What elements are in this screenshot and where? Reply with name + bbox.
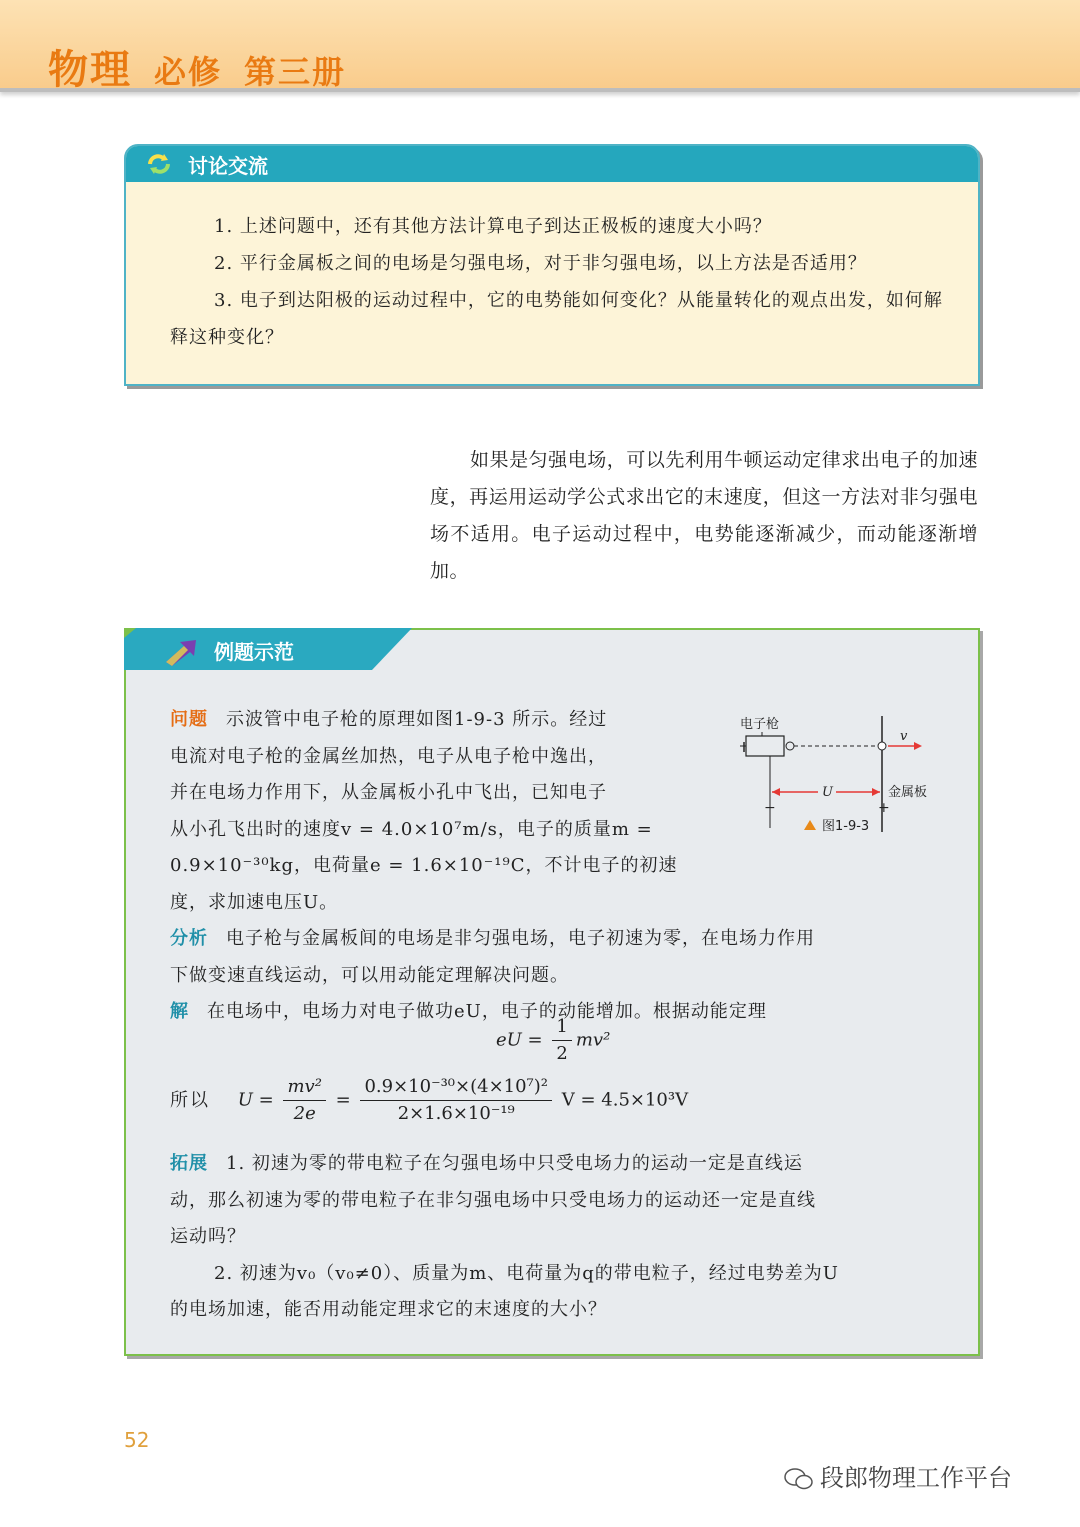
eq2-prefix: 所以	[170, 1089, 210, 1111]
fig-voltage-arrow-right	[872, 788, 880, 796]
wechat-icon	[784, 1467, 814, 1491]
fig-voltage-arrow-left	[772, 788, 780, 796]
eq2-f2-den: 2×1.6×10⁻¹⁹	[397, 1103, 515, 1124]
extension-line: 运动吗？	[170, 1226, 246, 1247]
fig-gun-label: 电子枪	[740, 717, 780, 732]
problem-line: 度，求加速电压U。	[170, 891, 339, 913]
example-title: 例题示范	[214, 640, 294, 664]
book-title	[48, 38, 346, 95]
eq2-u: U =	[237, 1089, 274, 1111]
eq2-fraction-1	[283, 1074, 325, 1127]
discussion-question: 1. 上述问题中，还有其他方法计算电子到达正极板的速度大小吗？	[214, 216, 772, 237]
extension-text: 1. 初速为零的带电粒子在匀强电场中只受电场力的运动一定是直线运	[226, 1153, 803, 1174]
fig-v-label: v	[900, 729, 908, 744]
subject-title: 物理	[48, 47, 132, 93]
extension-line: 的电场加速，能否用动能定理求它的末速度的大小？	[170, 1299, 607, 1320]
equation-voltage	[170, 1074, 688, 1127]
eq1-right: mv²	[575, 1029, 611, 1051]
eq2-result: V = 4.5×10³V	[561, 1089, 689, 1111]
fig-caption-triangle	[804, 820, 816, 830]
eq2-eq: =	[335, 1089, 351, 1111]
volume-title: 第三册	[244, 53, 347, 91]
eq2-f1-den: 2e	[293, 1103, 316, 1124]
eq2-fraction-2	[360, 1074, 552, 1127]
extension-label: 拓展	[170, 1153, 208, 1174]
extension-line: 2. 初速为v₀（v₀≠0）、质量为m、电荷量为q的带电粒子，经过电势差为U	[214, 1262, 839, 1284]
discussion-questions	[170, 208, 950, 356]
problem-line: 从小孔飞出时的速度v = 4.0×10⁷m/s，电子的质量m =	[170, 818, 653, 840]
discussion-question: 2. 平行金属板之间的电场是匀强电场，对于非匀强电场，以上方法是否适用？	[214, 253, 867, 274]
electron-gun-figure	[732, 712, 932, 862]
answer-paragraph	[430, 442, 978, 590]
answer-text: 如果是匀强电场，可以先利用牛顿运动定律求出电子的加速度，再运用运动学公式求出它的末速度，但这一方法对非匀强电场不适用。电子运动过程中，电势能逐渐减少，而动能逐渐增加。	[430, 449, 978, 582]
fig-u-label: U	[822, 785, 833, 800]
problem-line: 0.9×10⁻³⁰kg，电荷量e = 1.6×10⁻¹⁹C，不计电子的初速	[170, 855, 678, 876]
fig-caption: 图1-9-3	[822, 819, 870, 834]
fig-plus: +	[878, 800, 890, 816]
problem-label: 问题	[170, 709, 208, 730]
discussion-box	[124, 144, 980, 386]
watermark	[784, 1458, 1012, 1493]
page-number: 52	[124, 1428, 150, 1452]
problem-text: 示波管中电子枪的原理如图1-9-3 所示。经过	[226, 709, 608, 730]
problem-line: 并在电场力作用下，从金属板小孔中飞出，已知电子	[170, 782, 607, 803]
analysis-label: 分析	[170, 928, 208, 949]
page-header	[0, 0, 1080, 92]
fig-electron-end	[878, 742, 886, 750]
discussion-question: 3. 电子到达阳极的运动过程中，它的电势能如何变化？从能量转化的观点出发，如何解释这种变化？	[170, 290, 943, 348]
track-title: 必修	[154, 53, 223, 91]
discussion-header	[126, 146, 978, 182]
example-arrow-icon	[164, 638, 198, 666]
extension-line	[170, 1146, 940, 1183]
fig-electron-start	[786, 742, 794, 750]
extension-line: 动，那么初速为零的带电粒子在非匀强电场中只受电场力的运动还一定是直线	[170, 1189, 816, 1211]
fig-plate-label: 金属板	[888, 785, 928, 800]
eq1-fraction	[552, 1014, 571, 1067]
discussion-title: 讨论交流	[188, 154, 268, 178]
fig-minus: −	[764, 800, 776, 816]
solution-text: 在电场中，电场力对电子做功eU，电子的动能增加。根据动能定理	[207, 1001, 767, 1022]
example-box	[124, 628, 980, 1356]
extension-block	[170, 1146, 940, 1329]
problem-line: 电流对电子枪的金属丝加热，电子从电子枪中逸出，	[170, 745, 607, 767]
fig-gun-body	[746, 736, 784, 756]
eq1-left: eU =	[496, 1029, 543, 1051]
equation-kinetic-energy	[496, 1014, 610, 1067]
analysis-line: 下做变速直线运动，可以用动能定理解决问题。	[170, 964, 569, 986]
eq2-f1-num: mv²	[283, 1074, 325, 1101]
watermark-text: 段郎物理工作平台	[820, 1464, 1012, 1492]
analysis-text: 电子枪与金属板间的电场是非匀强电场，电子初速为零，在电场力作用	[226, 928, 815, 949]
eq1-den: 2	[556, 1043, 568, 1064]
analysis-line	[170, 921, 940, 958]
discussion-icon	[146, 153, 172, 175]
fig-velocity-arrowhead	[914, 742, 922, 750]
eq1-num: 1	[552, 1014, 571, 1041]
eq2-f2-num: 0.9×10⁻³⁰×(4×10⁷)²	[360, 1074, 552, 1101]
solution-label: 解	[170, 1001, 189, 1022]
problem-block	[170, 702, 715, 921]
problem-line	[170, 702, 715, 739]
